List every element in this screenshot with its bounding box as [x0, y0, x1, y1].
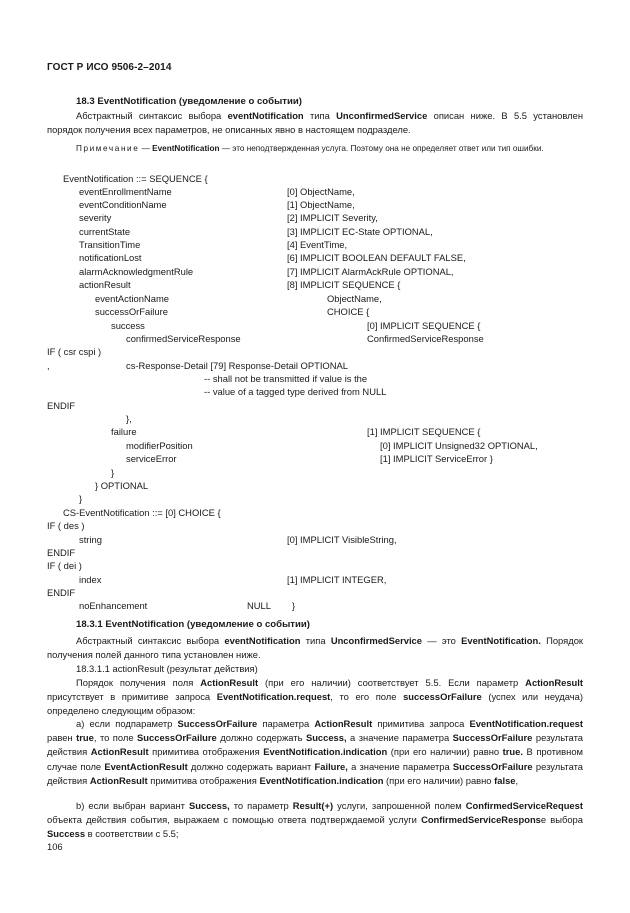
code-line: alarmAcknowledgmentRule: [79, 266, 194, 277]
code-line: ENDIF: [47, 547, 76, 558]
bold-run: Success: [47, 828, 86, 840]
bold-run: ConfirmedServiceRequest: [465, 800, 583, 811]
text-run: результата действия: [47, 760, 583, 786]
abstract-paragraph: [47, 634, 583, 662]
page-number: 106: [47, 841, 63, 852]
text-run: примитива отображения: [148, 746, 264, 758]
code-line: string: [79, 534, 102, 545]
code-line: TransitionTime: [79, 239, 141, 250]
code-line: serviceError: [126, 453, 177, 464]
code-line: actionResult: [79, 279, 131, 290]
code-line-type: [4] EventTime,: [287, 239, 348, 250]
code-line: modifierPosition: [126, 440, 193, 451]
text-run: Абстрактный синтаксис выбора: [76, 635, 225, 646]
bold-run: Failure,: [314, 760, 348, 772]
section-heading: 18.3 EventNotification (уведомление о событии): [76, 96, 302, 107]
bold-run: ActionResult: [90, 746, 149, 758]
code-line: success: [111, 320, 145, 331]
bold-run: ActionResult: [525, 677, 583, 688]
bold-run: Success,: [189, 800, 230, 811]
code-line: ,: [47, 360, 50, 371]
bold-run: UnconfirmedService: [336, 110, 428, 121]
code-comment: -- shall not be transmitted if value is the: [204, 373, 368, 384]
text-run: — это неподтвержденная услуга. Поэтому она не определяет ответ или тип ошибки.: [219, 144, 544, 153]
code-line-type: [3] IMPLICIT EC-State OPTIONAL,: [287, 226, 433, 237]
code-line-type: [1] IMPLICIT SEQUENCE {: [367, 426, 481, 437]
order-paragraph: [47, 676, 583, 719]
text-run: должно содержать: [216, 732, 306, 744]
bold-run: Success,: [305, 732, 347, 744]
bold-run: EventNotification.indication: [259, 774, 384, 786]
note-paragraph: [47, 143, 583, 156]
text-run: примитива запроса: [372, 718, 470, 729]
text-run: присутствует в примитиве запроса: [47, 691, 217, 703]
code-line-type: NULL: [247, 600, 271, 611]
text-run: , то поле: [93, 732, 138, 744]
bold-run: EventNotification.indication: [263, 746, 388, 758]
bold-run: ActionResult: [200, 677, 259, 688]
text-run: Порядок получения полей данного типа установлен ниже.: [47, 635, 584, 661]
text-run: равен: [47, 732, 77, 744]
code-line-type: [0] ObjectName,: [287, 186, 355, 197]
bold-run: SuccessOrFailure: [452, 760, 533, 772]
code-line-type: [1] IMPLICIT ServiceError }: [380, 453, 493, 464]
bold-run: ActionResult: [89, 774, 148, 786]
text-run: параметра: [257, 718, 315, 729]
list-item-a: [47, 717, 583, 788]
bold-run: EventNotification.: [461, 635, 541, 646]
text-run: (при его наличии) соответствует 5.5. Если параметр: [258, 677, 526, 688]
text-run: результата действия: [47, 732, 583, 758]
code-line: confirmedServiceResponse: [126, 333, 241, 344]
code-line-type: [1] ObjectName,: [287, 199, 355, 210]
code-line-brace: }: [292, 600, 296, 611]
bold-run: SuccessOrFailure: [177, 718, 258, 729]
bold-run: true.: [502, 746, 523, 758]
code-line-type: [7] IMPLICIT AlarmAckRule OPTIONAL,: [287, 266, 454, 277]
code-line-type: CHOICE {: [327, 306, 370, 317]
code-line: ENDIF: [47, 587, 76, 598]
bold-run: EventNotification: [152, 144, 220, 153]
code-line-type: [6] IMPLICIT BOOLEAN DEFAULT FALSE,: [287, 252, 466, 263]
code-comment: -- value of a tagged type derived from NULL: [204, 386, 387, 397]
text-run: а значение параметра: [347, 760, 453, 772]
text-run: а) если подпараметр: [76, 718, 178, 729]
bold-run: ConfirmedServiceRespons: [421, 814, 541, 826]
bold-run: SuccessOrFailure: [137, 732, 217, 744]
text-run: (при его наличии) равно: [387, 746, 503, 758]
text-run: —: [139, 144, 153, 153]
text-run: а значение параметра: [346, 732, 453, 744]
bold-run: false: [494, 774, 516, 786]
code-line: eventEnrollmentName: [79, 186, 172, 197]
code-line: severity: [79, 212, 112, 223]
text-run: то параметр: [229, 800, 293, 811]
code-line-type: [0] IMPLICIT Unsigned32 OPTIONAL,: [380, 440, 538, 451]
code-line-type: ConfirmedServiceResponse: [367, 333, 484, 344]
code-line: eventConditionName: [79, 199, 167, 210]
bold-run: EventNotification.request: [469, 718, 584, 729]
text-run: примитива отображения: [147, 774, 260, 786]
bold-run: SuccessOrFailure: [452, 732, 533, 744]
bold-run: UnconfirmedService: [330, 635, 422, 646]
code-line-type: [1] IMPLICIT INTEGER,: [287, 574, 387, 585]
code-line: },: [126, 413, 132, 424]
code-line: ENDIF: [47, 400, 76, 411]
list-item-b: [47, 799, 583, 842]
bold-run: EventActionResult: [104, 760, 188, 772]
bold-run: successOrFailure: [403, 691, 482, 703]
intro-paragraph: [47, 109, 583, 137]
text-run: — это: [422, 635, 462, 646]
bold-run: eventNotification: [224, 635, 301, 646]
text-run: типа: [300, 635, 331, 646]
bold-run: true: [76, 732, 94, 744]
bold-run: Result(+): [292, 800, 334, 811]
code-line: index: [79, 574, 102, 585]
bold-run: EventNotification.request: [216, 691, 331, 703]
code-line: successOrFailure: [95, 306, 168, 317]
code-line: }: [111, 467, 115, 478]
code-line-type: ObjectName,: [327, 293, 382, 304]
code-line-type: [8] IMPLICIT SEQUENCE {: [287, 279, 401, 290]
text-run: (при его наличии) равно: [383, 774, 495, 786]
code-line: CS-EventNotification ::= [0] CHOICE {: [63, 507, 221, 518]
text-run: В противном случае поле: [47, 746, 583, 772]
code-line-type: [2] IMPLICIT Severity,: [287, 212, 378, 223]
code-line: } OPTIONAL: [95, 480, 149, 491]
subsubsection-heading: 18.3.1.1 actionResult (результат действия): [76, 663, 258, 674]
subsection-heading: 18.3.1 EventNotification (уведомление о событии): [76, 619, 310, 630]
text-run: b) если выбран вариант: [76, 800, 190, 811]
document-header: ГОСТ Р ИСО 9506-2–2014: [47, 62, 172, 73]
text-run: объекта действия события, выражаем с помощью ответа подтверждаемой услуги: [47, 814, 422, 826]
code-line: IF ( csr cspi ): [47, 346, 102, 357]
code-line: EventNotification ::= SEQUENCE {: [63, 173, 208, 184]
code-line: }: [79, 493, 83, 504]
bold-run: ActionResult: [314, 718, 373, 729]
note-label: Примечание: [76, 144, 140, 153]
code-line: notificationLost: [79, 252, 142, 263]
code-line: currentState: [79, 226, 131, 237]
code-line: noEnhancement: [79, 600, 148, 611]
code-line: failure: [111, 426, 137, 437]
code-line-type: [0] IMPLICIT VisibleString,: [287, 534, 397, 545]
text-run: типа: [303, 110, 337, 121]
code-line-type: [0] IMPLICIT SEQUENCE {: [367, 320, 481, 331]
text-run: ,: [515, 774, 519, 786]
text-run: , то его поле: [330, 691, 404, 703]
text-run: описан ниже. В 5.5 установлен порядок получения всех параметров, не описанных явно в настоящем подразделе.: [47, 110, 583, 136]
text-run: Абстрактный синтаксис выбора: [76, 110, 228, 121]
text-run: должно содержать вариант: [187, 760, 315, 772]
text-run: (успех или неудача) определено следующим образом:: [47, 691, 583, 717]
bold-run: eventNotification: [227, 110, 304, 121]
text-run: услуги, запрошенной полем: [333, 800, 466, 811]
code-line-type: cs-Response-Detail [79] Response-Detail OPTIONAL: [126, 360, 348, 371]
text-run: e выбора: [540, 814, 583, 826]
code-line: IF ( des ): [47, 520, 85, 531]
code-line: IF ( dei ): [47, 560, 82, 571]
text-run: в соответствии с 5.5;: [85, 828, 179, 840]
text-run: Порядок получения поля: [76, 677, 201, 688]
code-line: eventActionName: [95, 293, 169, 304]
